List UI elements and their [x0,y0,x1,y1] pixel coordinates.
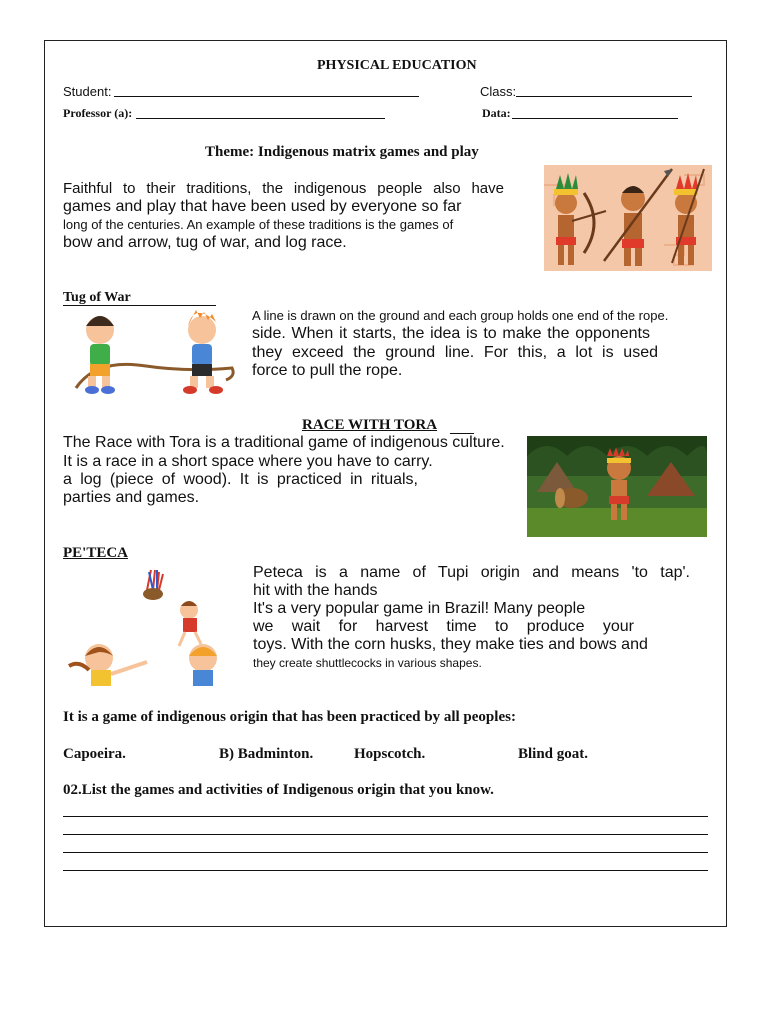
professor-field[interactable] [136,118,385,119]
race-line-1: The Race with Tora is a traditional game of indigenous culture. [63,434,505,451]
peteca-heading: PE'TECA [63,545,129,561]
student-label: Student: [63,84,112,99]
student-field[interactable] [114,96,419,97]
race-line-3: a log (piece of wood). It is practiced in rituals, [63,471,418,488]
theme-line-2: games and play that have been used by everyone so far [63,198,462,215]
answer-line-4[interactable] [63,870,708,871]
class-field[interactable] [516,96,692,97]
race-with-tora-heading: RACE WITH TORA [302,417,438,433]
question-1-option-c[interactable]: Hopscotch. [354,746,426,762]
tug-of-war-line-2: side. When it starts, the idea is to make the opponents [252,325,650,342]
tug-of-war-underline [63,305,216,306]
tug-of-war-line-1: A line is drawn on the ground and each group holds one end of the rope. [252,308,669,323]
race-line-2: It is a race in a short space where you have to carry. [63,453,433,470]
tug-of-war-illustration [66,308,238,398]
peteca-players-illustration [63,566,241,694]
theme-title: Theme: Indigenous matrix games and play [205,144,479,160]
theme-line-4: bow and arrow, tug of war, and log race. [63,234,347,251]
data-label: Data: [482,106,511,120]
question-1-option-b[interactable]: B) Badminton. [219,746,314,762]
question-1-option-d[interactable]: Blind goat. [518,746,589,762]
tug-of-war-line-4: force to pull the rope. [252,362,403,379]
forest-runner-illustration [527,436,707,537]
theme-line-3: long of the centuries. An example of these traditions is the games of [63,217,454,232]
peteca-line-1: Peteca is a name of Tupi origin and means 'to tap'. [253,564,690,581]
tug-of-war-line-3: they exceed the ground line. For this, a lot is used [252,344,658,361]
peteca-line-3: It's a very popular game in Brazil! Many people [253,600,586,617]
class-label: Class: [480,84,517,99]
indigenous-archers-illustration [544,165,712,271]
tug-of-war-heading: Tug of War [63,290,131,305]
page-title: PHYSICAL EDUCATION [317,58,477,73]
answer-line-3[interactable] [63,852,708,853]
data-field[interactable] [512,118,678,119]
theme-line-1: Faithful to their traditions, the indigenous people also have [63,180,504,197]
question-1-text: It is a game of indigenous origin that has been practiced by all peoples: [63,709,516,725]
peteca-line-4: we wait for harvest time to produce your [253,618,634,635]
race-line-4: parties and games. [63,489,200,506]
peteca-line-5: toys. With the corn husks, they make ties and bows and [253,636,648,653]
answer-line-1[interactable] [63,816,708,817]
question-1-option-a[interactable]: Capoeira. [63,746,126,762]
peteca-line-6: they create shuttlecocks in various shapes. [253,656,482,670]
answer-line-2[interactable] [63,834,708,835]
professor-label: Professor (a): [63,106,133,120]
question-2-text: 02.List the games and activities of Indigenous origin that you know. [63,782,494,798]
peteca-line-2: hit with the hands [253,582,378,599]
